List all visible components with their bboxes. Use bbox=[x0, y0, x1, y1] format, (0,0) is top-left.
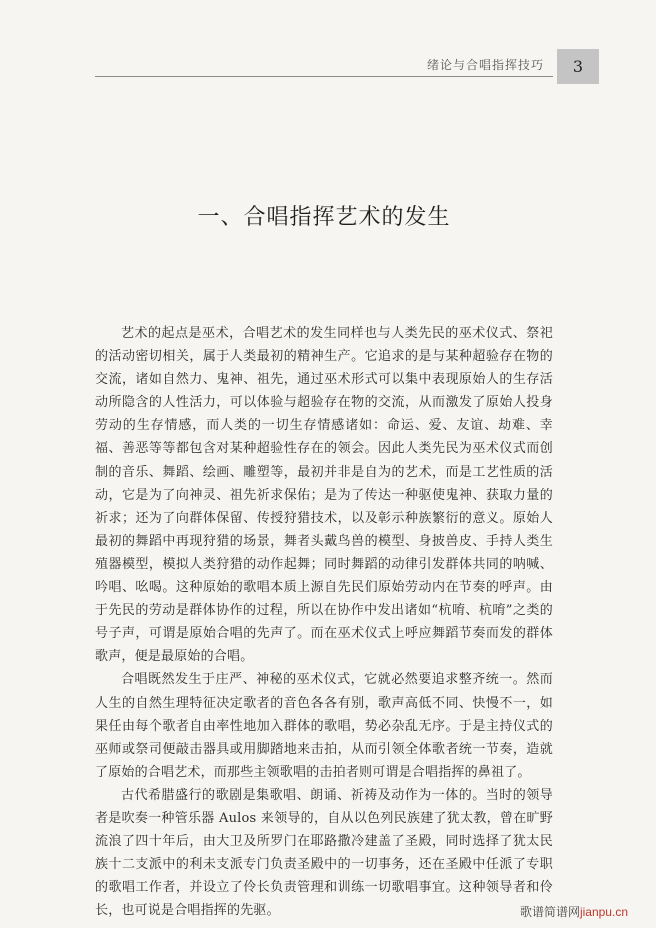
paragraph-2: 合唱既然发生于庄严、神秘的巫术仪式，它就必然要追求整齐统一。然而人生的自然生理特征决定歌者的音色各各有别，歌声高低不同、快慢不一，如果任由每个歌者自由率性地加入群体的歌唱，势必杂乱无序。于是主持仪式的巫师或祭司便敲击器具或用脚踏地来击拍，从而引领全体歌者统一节奏，造就了原始的合唱艺术，而那些主领歌唱的击拍者则可谓是合唱指挥的鼻祖了。 bbox=[95, 672, 553, 780]
running-header-title: 绪论与合唱指挥技巧 bbox=[426, 58, 544, 72]
body-text bbox=[95, 322, 553, 922]
page-number: 3 bbox=[572, 57, 584, 76]
paragraph-1: 艺术的起点是巫术，合唱艺术的发生同样也与人类先民的巫术仪式、祭祀的活动密切相关，属于人类最初的精神生产。它追求的是与某种超验存在物的交流，诸如自然力、鬼神、祖先，通过巫术形式可以集中表现原始人的生存活动所隐含的人性活力，可以体验与超验存在物的交流，从而激发了原始人投身劳动的生存情感，而人类的一切生存情感诸如：命运、爱、友谊、劫难、幸福、善恶等等都包含对某种超验性存在的领会。因此人类先民为巫术仪式而创制的音乐、舞蹈、绘画、雕塑等，最初并非是自为的艺术，而是工艺性质的活动，它是为了向神灵、祖先祈求保佑；是为了传达一种驱使鬼神、获取力量的祈求；还为了向群体保留、传授狩猎技术，以及彰示种族繁衍的意义。原始人最初的舞蹈中再现狩猎的场景，舞者头戴鸟兽的模型、身披兽皮、手持人类生殖器模型，模拟人类狩猎的动作起舞；同时舞蹈的动律引发群体共同的呐喊、吟唱、吆喝。这种原始的歌唱本质上源自先民们原始劳动内在节奏的呼声。由于先民的劳动是群体协作的过程，所以在协作中发出诸如“杭唷、杭唷”之类的号子声，可谓是原始合唱的先声了。而在巫术仪式上呼应舞蹈节奏而发的群体歌声，便是最原始的合唱。 bbox=[95, 326, 553, 665]
page-number-box bbox=[557, 49, 599, 84]
header-rule bbox=[95, 76, 553, 77]
watermark-site: jianpu.cn bbox=[579, 905, 628, 919]
watermark-label: 歌谱简谱网 bbox=[519, 905, 580, 919]
watermark bbox=[520, 903, 628, 920]
paragraph-3: 古代希腊盛行的歌剧是集歌唱、朗诵、祈祷及动作为一体的。当时的领导者是吹奏一种管乐器 Aulos 来领导的，自从以色列民族建了犹太教，曾在旷野流浪了四十年后，由大卫及所罗门在耶路撒冷建盖了圣殿，同时选择了犹太民族十二支派中的利未支派专门负责圣殿中的一切事务，还在圣殿中任派了专职的歌唱工作者，并设立了伶长负责管理和训练一切歌唱事宜。这种领导者和伶长，也可说是合唱指挥的先驱。 bbox=[95, 787, 553, 919]
section-title: 一、合唱指挥艺术的发生 bbox=[197, 205, 451, 230]
